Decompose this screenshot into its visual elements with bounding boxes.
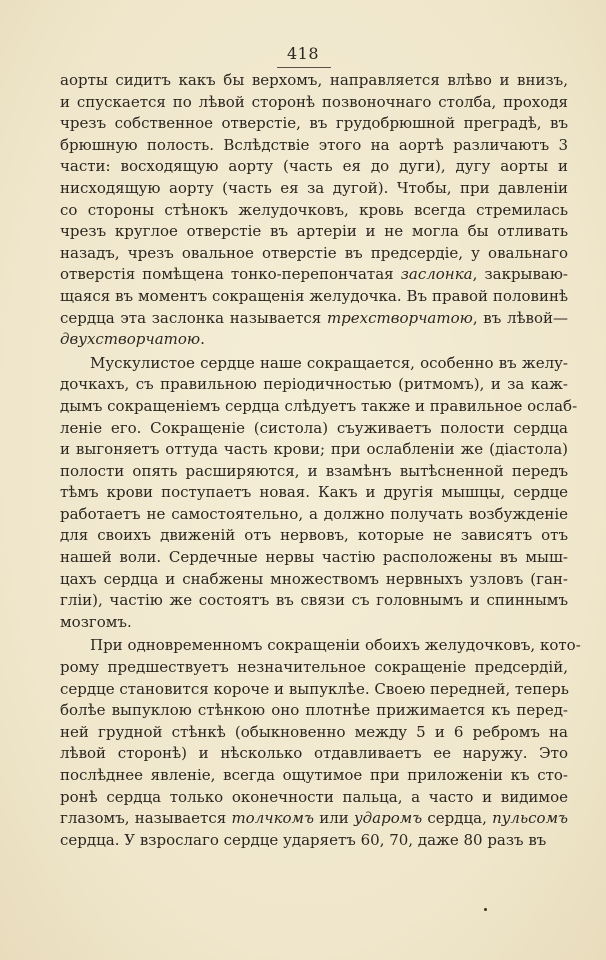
text-run: мозгомъ. xyxy=(60,612,132,631)
text-run: брюшную полость. Вслѣдствіе этого на аортѣ различаютъ 3 xyxy=(60,135,568,154)
text-run: сердца, xyxy=(422,809,493,828)
text-run: лѣвой сторонѣ) и нѣсколько отдавливаетъ ее наружу. Это xyxy=(60,744,568,763)
text-line xyxy=(60,374,568,396)
text-line xyxy=(60,396,578,418)
text-run: рому предшествуетъ незначительное сокращеніе предсердій, xyxy=(60,658,568,677)
text-run: ронѣ сердца только оконечности пальца, а часто и видимое xyxy=(60,787,568,806)
text-line xyxy=(60,353,568,375)
text-run: . xyxy=(200,330,205,349)
text-run: глазомъ, называется xyxy=(60,809,232,828)
text-line xyxy=(60,264,568,286)
emphasis-text: толчкомъ xyxy=(231,809,314,828)
text-run: отверстія помѣщена тонко-перепончатая xyxy=(60,265,401,284)
text-line xyxy=(60,722,568,744)
text-run: со стороны стѣнокъ желудочковъ, кровь всегда стремилась xyxy=(60,200,568,219)
text-run: полости опять расширяются, и взамѣнъ вытѣсненной передъ xyxy=(60,461,568,480)
text-line xyxy=(60,787,568,809)
text-run: дочкахъ, съ правильною періодичностью (ритмомъ), и за каж- xyxy=(60,375,568,394)
text-run: ней грудной стѣнкѣ (обыкновенно между 5 и 6 ребромъ на xyxy=(60,722,568,741)
text-line xyxy=(60,808,568,830)
emphasis-text: пульсомъ xyxy=(492,809,569,828)
text-line xyxy=(60,590,568,612)
ink-speck xyxy=(484,908,487,911)
text-line xyxy=(60,612,568,634)
text-line xyxy=(60,178,568,200)
text-run: сердце становится короче и выпуклѣе. Своею передней, теперь xyxy=(60,679,569,698)
text-run: тѣмъ крови поступаетъ новая. Какъ и другія мышцы, сердце xyxy=(60,483,568,502)
text-line xyxy=(60,243,568,265)
text-run: гліи), частію же состоятъ въ связи съ головнымъ и спиннымъ xyxy=(60,591,568,610)
text-run: послѣднее явленіе, всегда ощутимое при приложеніи къ сто- xyxy=(60,766,568,784)
text-line xyxy=(60,200,568,222)
text-run: части: восходящую аорту (часть ея до дуги), дугу аорты и xyxy=(60,157,568,176)
text-run: болѣе выпуклою стѣнкою оно плотнѣе прижимается къ перед- xyxy=(60,701,568,720)
text-run: или xyxy=(314,809,354,828)
text-run: нашей воли. Сердечные нервы частію расположены въ мыш- xyxy=(60,548,568,567)
text-run: и выгоняетъ оттуда часть крови; при ослабленіи же (діастола) xyxy=(60,440,568,459)
text-line xyxy=(60,765,568,787)
text-run: чрезъ круглое отверстіе въ артеріи и не могла бы отливать xyxy=(60,222,568,241)
text-line xyxy=(60,525,568,547)
text-line xyxy=(60,657,568,679)
page-number: 418 xyxy=(286,44,320,63)
text-line xyxy=(60,92,568,114)
text-line xyxy=(60,569,568,591)
text-line xyxy=(60,329,568,351)
text-line xyxy=(60,700,568,722)
emphasis-text: заслонка xyxy=(400,265,473,284)
text-line xyxy=(60,830,568,852)
text-run: При одновременномъ сокращеніи обоихъ желудочковъ, кото- xyxy=(90,636,581,655)
text-line xyxy=(60,504,568,526)
text-run: работаетъ не самостоятельно, а должно получать возбужденіе xyxy=(60,504,568,523)
emphasis-text: ударомъ xyxy=(353,809,423,828)
text-line xyxy=(60,70,568,92)
text-line xyxy=(60,743,568,765)
text-run: дымъ сокращеніемъ сердца слѣдуетъ также и правильное ослаб- xyxy=(60,396,578,415)
text-run: сердца. У взрослаго сердце ударяетъ 60, 70, даже 80 разъ въ xyxy=(60,830,547,849)
text-line xyxy=(60,461,568,483)
body-text xyxy=(60,70,581,851)
text-line xyxy=(60,439,568,461)
text-run: цахъ сердца и снабжены множествомъ нервныхъ узловъ (ган- xyxy=(60,569,568,588)
text-run: для своихъ движеній отъ нервовъ, которые не зависятъ отъ xyxy=(60,526,568,545)
text-line xyxy=(60,113,568,135)
text-line xyxy=(60,635,581,657)
page-number-rule xyxy=(277,67,331,68)
text-run: сердца эта заслонка называется xyxy=(60,308,327,327)
text-line xyxy=(60,679,568,701)
text-line xyxy=(60,482,568,504)
text-run: назадъ, чрезъ овальное отверстіе въ предсердіе, у овальнаго xyxy=(60,243,568,262)
text-run: и спускается по лѣвой сторонѣ позвоночнаго столба, проходя xyxy=(60,92,568,111)
text-run: чрезъ собственное отверстіе, въ грудобрюшной преградѣ, въ xyxy=(60,114,568,133)
text-run: , закрываю- xyxy=(472,265,568,284)
text-line xyxy=(60,308,568,330)
text-run: , въ лѣвой— xyxy=(472,308,569,327)
text-line xyxy=(60,156,568,178)
text-run: леніе его. Сокращеніе (систола) съуживаетъ полости сердца xyxy=(60,418,568,437)
text-line xyxy=(60,547,568,569)
text-line xyxy=(60,135,568,157)
text-run: щаяся въ моментъ сокращенія желудочка. Въ правой половинѣ xyxy=(60,286,568,305)
emphasis-text: трехстворчатою xyxy=(326,308,473,327)
text-run: Мускулистое сердце наше сокращается, особенно въ желу- xyxy=(90,353,568,372)
text-run: аорты сидитъ какъ бы верхомъ, направляется влѣво и внизъ, xyxy=(60,71,568,89)
text-line xyxy=(60,286,568,308)
text-run: нисходящую аорту (часть ея за дугой). Чтобы, при давленіи xyxy=(60,178,568,197)
text-line xyxy=(60,221,568,243)
emphasis-text: двухстворчатою xyxy=(60,330,201,349)
text-line xyxy=(60,418,568,440)
